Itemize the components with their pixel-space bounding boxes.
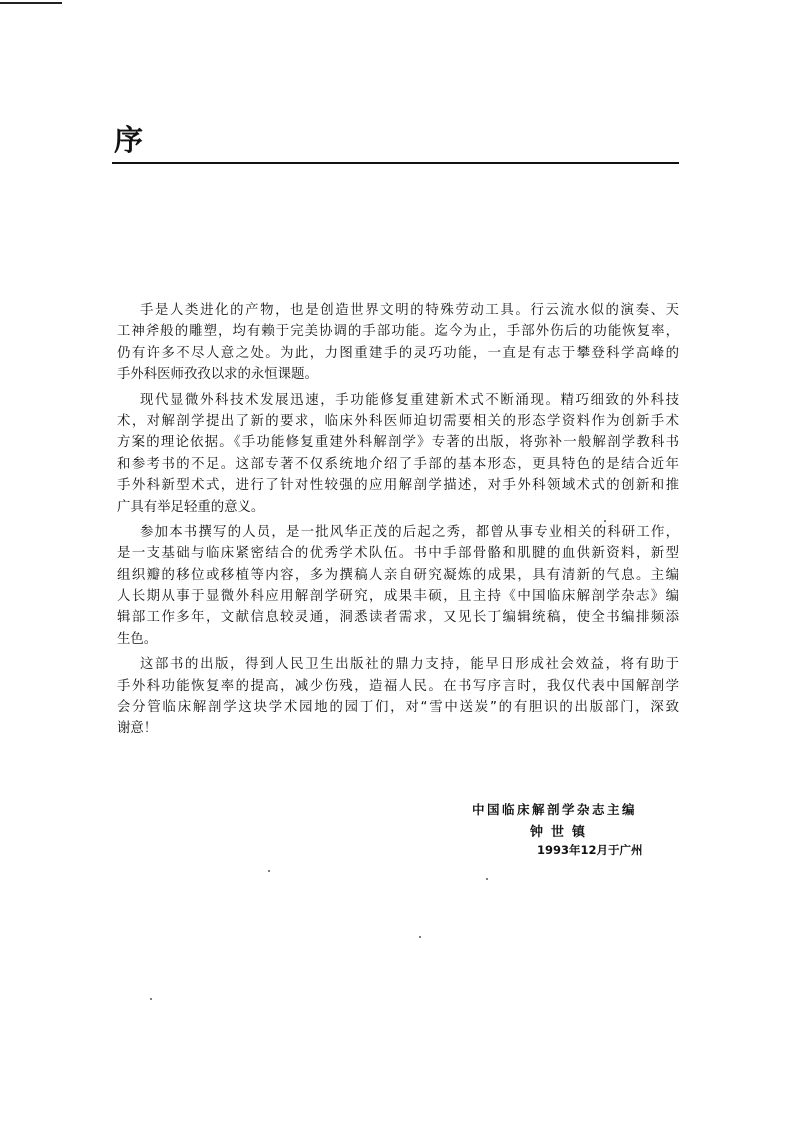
text-line: 手是人类进化的产物，也是创造世界文明的特殊劳动工具。行云流水似的演奏、天 [140, 303, 679, 318]
text-line: 手外科新型术式，进行了针对性较强的应用解剖学描述，对手外科领域术式的创新和推 [117, 478, 679, 494]
text-line: 谢意！ [117, 721, 158, 737]
text-line: 这部书的出版，得到人民卫生出版社的鼎力支持，能早日形成社会效益，将有助于 [140, 657, 679, 673]
text-line: 现代显微外科技术发展迅速，手功能修复重建新术式不断涌现。精巧细致的外科技 [140, 392, 679, 408]
scan-speck [604, 520, 606, 522]
text-line: 手外科功能恢复率的提高，减少伤残，造福人民。在书写序言时，我仅代表中国解剖学 [117, 678, 679, 694]
text-line: 参加本书撰写的人员，是一批风华正茂的后起之秀，都曾从事专业相关的科研工作， [140, 524, 679, 540]
preface-body [117, 300, 679, 744]
scan-speck [268, 870, 270, 872]
signature-name: 钟世镇 [530, 825, 594, 840]
paragraph [117, 390, 679, 518]
text-line: 辑部工作多年，文献信息较灵通，洞悉读者需求，又见长丁编辑统稿，使全书编排频添 [117, 610, 679, 626]
text-line: 工神斧般的雕塑，均有赖于完美协调的手部功能。迄今为止，手部外伤后的功能恢复率， [117, 324, 679, 340]
text-line: 人长期从事于显微外科应用解剖学研究，成果丰硕，且主持《中国临床解剖学杂志》编 [117, 589, 679, 605]
text-line: 会分管临床解剖学这块学术园地的园丁们，对“雪中送炭”的有胆识的出版部门，深致 [117, 700, 679, 716]
text-line: 生色。 [117, 631, 158, 647]
scan-speck [150, 998, 152, 1000]
text-line: 术，对解剖学提出了新的要求，临床外科医师迫切需要相关的形态学资料作为创新手术 [117, 413, 679, 429]
text-line: 组织瓣的移位或移植等内容，多为撰稿人亲自研究凝炼的成果，具有清新的气息。主编 [117, 567, 679, 583]
text-line: 和参考书的不足。这部专著不仅系统地介绍了手部的基本形态，更具特色的是结合近年 [117, 456, 679, 472]
paragraph [117, 300, 679, 386]
title-rule [112, 162, 679, 164]
text-line: 手外科医师孜孜以求的永恒课题。 [117, 367, 318, 383]
signature-affiliation: 中国临床解剖学杂志主编 [472, 802, 638, 817]
text-line: 仍有许多不尽人意之处。为此，力图重建手的灵巧功能，一直是有志于攀登科学高峰的 [117, 345, 679, 361]
scan-speck [486, 878, 488, 880]
text-line: 方案的理论依据。《手功能修复重建外科解剖学》专著的出版，将弥补一般解剖学教科书 [117, 435, 679, 451]
text-line: 是一支基础与临床紧密结合的优秀学术队伍。书中手部骨骼和肌腱的血供新资料，新型 [117, 546, 679, 562]
scan-speck [419, 936, 421, 938]
text-line: 广具有举足轻重的意义。 [117, 499, 265, 515]
paragraph [117, 522, 679, 650]
paragraph [117, 654, 679, 740]
scan-edge-mark [0, 2, 62, 4]
page-title: 序 [114, 123, 144, 157]
signature-date-place: 1993年12月于广州 [537, 843, 643, 857]
